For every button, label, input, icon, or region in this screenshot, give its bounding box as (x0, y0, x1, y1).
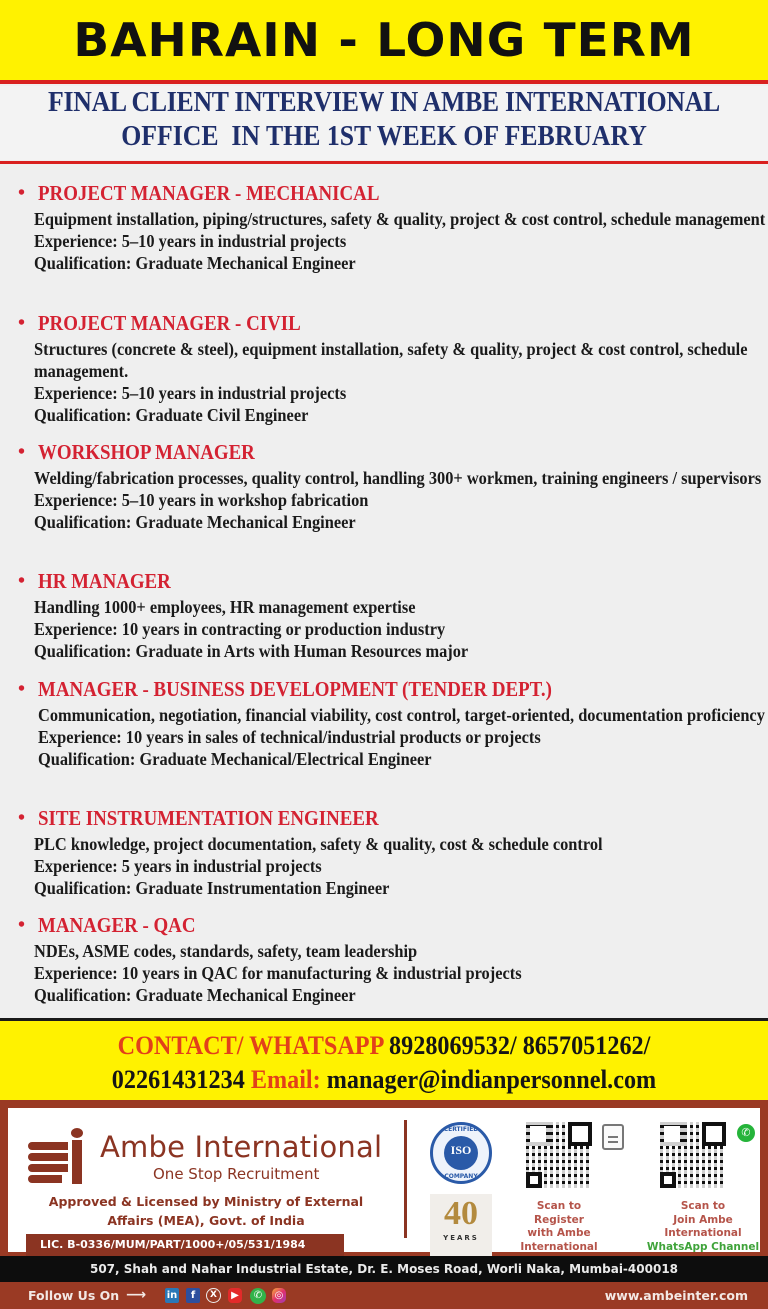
brand-section (0, 1100, 768, 1256)
instagram-icon[interactable]: ◎ (272, 1288, 286, 1303)
iso-label: ISO (444, 1136, 478, 1170)
job-description: PLC knowledge, project documentation, safety & quality, cost & schedule control (34, 834, 603, 854)
job-experience: Experience: 10 years in QAC for manufacturing & industrial projects (34, 963, 522, 983)
website-link[interactable]: www.ambeinter.com (604, 1288, 748, 1303)
bullet-icon: • (18, 312, 26, 334)
x-twitter-icon[interactable]: X (206, 1288, 221, 1303)
iso-certified-badge-icon (430, 1122, 492, 1184)
scan-register-caption: Scan to Register with Ambe International (520, 1200, 598, 1253)
page-title: BAHRAIN - LONG TERM (73, 13, 695, 67)
job-description: Structures (concrete & steel), equipment installation, safety & quality, project & cost control, schedule management. (34, 339, 748, 381)
job-description: Handling 1000+ employees, HR management expertise (34, 597, 416, 617)
register-qr-code[interactable] (524, 1120, 594, 1190)
job-description: Equipment installation, piping/structures, safety & quality, project & cost control, schedule management (34, 209, 766, 229)
job-qualification: Qualification: Graduate in Arts with Human Resources major (34, 641, 469, 661)
job-title: MANAGER - QAC (38, 913, 196, 937)
scan-whatsapp-caption: Scan to Join Ambe International WhatsApp Channel (646, 1200, 760, 1253)
job-description: Welding/fabrication processes, quality control, handling 300+ workmen, training engineers / supervisors (34, 468, 762, 488)
job-qualification: Qualification: Graduate Instrumentation Engineer (34, 878, 390, 898)
email-label: Email: (250, 1065, 321, 1094)
job-title: WORKSHOP MANAGER (38, 440, 255, 464)
approval-line-1: Approved & Licensed by Ministry of External (48, 1194, 364, 1209)
job-qualification: Qualification: Graduate Mechanical/Electrical Engineer (38, 749, 432, 769)
ambe-logo-icon (28, 1128, 90, 1184)
job-qualification: Qualification: Graduate Mechanical Engineer (34, 512, 356, 532)
job-title: MANAGER - BUSINESS DEVELOPMENT (TENDER DEPT.) (38, 677, 552, 701)
whatsapp-icon: ✆ (737, 1124, 755, 1142)
brand-name: Ambe International (100, 1130, 383, 1164)
youtube-icon[interactable]: ▶ (228, 1288, 242, 1303)
notice-line-2: OFFICE IN THE 1ST WEEK OF FEBRUARY (121, 121, 647, 152)
bullet-icon: • (18, 570, 26, 592)
approval-line-2: Affairs (MEA), Govt. of India (107, 1213, 305, 1228)
arrow-right-icon: ⟶ (126, 1287, 147, 1303)
bullet-icon: • (18, 182, 26, 204)
job-item (0, 439, 768, 533)
forty-years-badge-icon (430, 1194, 492, 1256)
social-footer (0, 1282, 768, 1309)
contact-line-1 (27, 1029, 741, 1063)
bullet-icon: • (18, 807, 26, 829)
bullet-icon: • (18, 441, 26, 463)
facebook-icon[interactable]: f (186, 1288, 200, 1303)
email-link[interactable]: manager@indianpersonnel.com (320, 1065, 657, 1094)
contact-label: CONTACT/ WHATSAPP (117, 1031, 384, 1060)
divider (0, 161, 768, 164)
job-experience: Experience: 5–10 years in industrial projects (34, 231, 347, 251)
job-title: PROJECT MANAGER - MECHANICAL (38, 181, 380, 205)
title-banner (0, 0, 768, 80)
job-item (0, 912, 768, 1006)
job-item (0, 805, 768, 899)
job-description: NDEs, ASME codes, standards, safety, team leadership (34, 941, 418, 961)
iso-ring-top: CERTIFIED (443, 1126, 479, 1133)
job-title: HR MANAGER (38, 569, 171, 593)
years-number: 40 (444, 1195, 478, 1232)
form-icon (602, 1124, 624, 1150)
whatsapp-icon[interactable]: ✆ (250, 1288, 266, 1304)
job-qualification: Qualification: Graduate Mechanical Engineer (34, 985, 356, 1005)
job-list (0, 166, 768, 1018)
interview-notice (0, 86, 768, 160)
contact-line-2 (27, 1063, 741, 1097)
job-experience: Experience: 5–10 years in industrial projects (34, 383, 347, 403)
job-experience: Experience: 5–10 years in workshop fabrication (34, 490, 369, 510)
license-number: LIC. B-0336/MUM/PART/1000+/05/531/1984 (26, 1234, 344, 1256)
office-address: 507, Shah and Nahar Industrial Estate, Dr. E. Moses Road, Worli Naka, Mumbai-400018 (0, 1256, 768, 1282)
follow-label: Follow Us On (28, 1288, 120, 1303)
job-item (0, 180, 768, 274)
job-title: PROJECT MANAGER - CIVIL (38, 311, 301, 335)
iso-ring-bottom: COMPANY (444, 1173, 478, 1180)
job-description: Communication, negotiation, financial viability, cost control, target-oriented, documentation proficiency (38, 705, 765, 725)
divider (0, 80, 768, 84)
years-label: YEARS (443, 1234, 479, 1242)
contact-banner (0, 1018, 768, 1100)
approval-text (26, 1192, 386, 1230)
brand-card (8, 1108, 760, 1252)
bullet-icon: • (18, 678, 26, 700)
contact-phone-landline[interactable]: 02261431234 (111, 1065, 251, 1094)
job-title: SITE INSTRUMENTATION ENGINEER (38, 806, 379, 830)
job-qualification: Qualification: Graduate Mechanical Engineer (34, 253, 356, 273)
job-experience: Experience: 5 years in industrial projects (34, 856, 322, 876)
notice-line-1: FINAL CLIENT INTERVIEW IN AMBE INTERNATIONAL (48, 87, 720, 118)
vertical-divider (404, 1120, 407, 1238)
job-item (0, 568, 768, 662)
whatsapp-qr-code[interactable] (658, 1120, 728, 1190)
job-experience: Experience: 10 years in sales of technical/industrial products or projects (38, 727, 541, 747)
job-experience: Experience: 10 years in contracting or production industry (34, 619, 446, 639)
brand-tagline: One Stop Recruitment (153, 1165, 320, 1183)
job-qualification: Qualification: Graduate Civil Engineer (34, 405, 309, 425)
bullet-icon: • (18, 914, 26, 936)
linkedin-icon[interactable]: in (166, 1290, 178, 1301)
contact-phones[interactable]: 8928069532/ 8657051262/ (383, 1031, 651, 1060)
job-item (0, 310, 768, 426)
job-item (0, 676, 768, 770)
